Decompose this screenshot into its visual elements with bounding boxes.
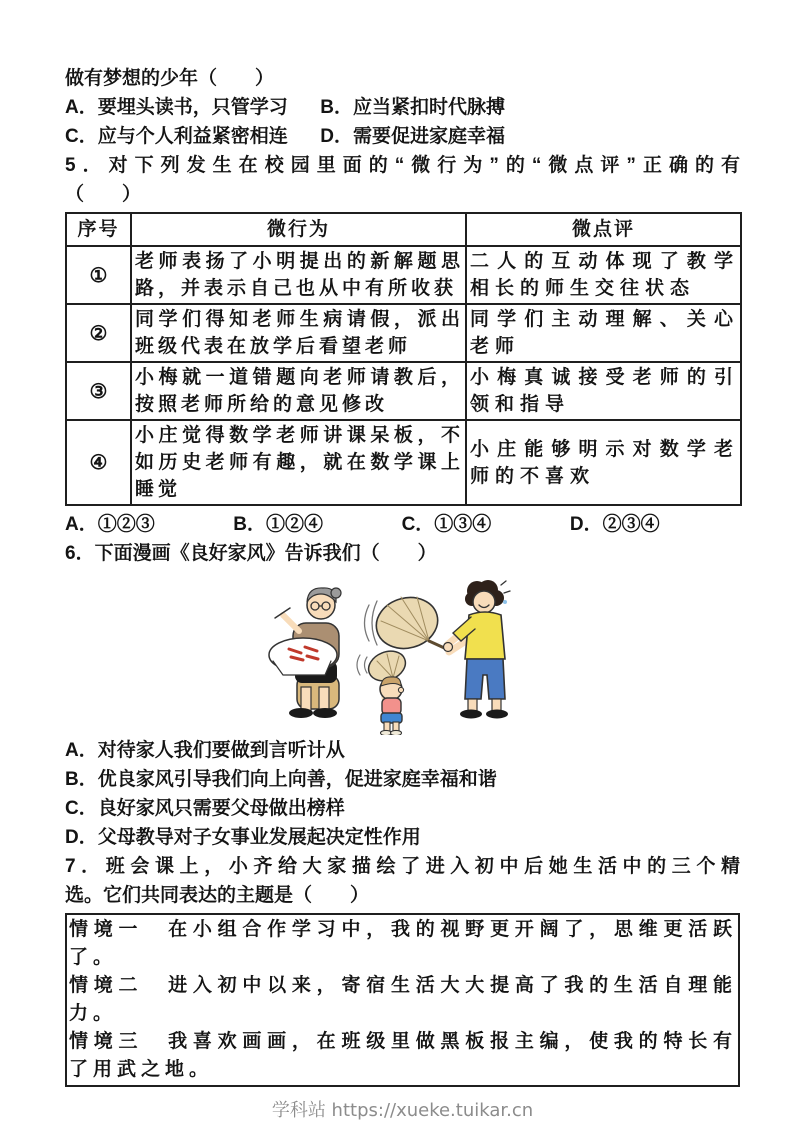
q6-option-a: A．对待家人我们要做到言听计从	[65, 740, 345, 761]
q5-table-header	[66, 213, 741, 246]
palm-fan-icon	[371, 591, 451, 655]
newspaper-icon	[269, 638, 337, 675]
child-figure	[357, 646, 410, 735]
scenario-2: 情境二 进入初中以来，寄宿生活大大提高了我的生活自理能力。	[69, 975, 737, 1024]
question-4-block	[65, 64, 740, 151]
q7-stem-line2: 选。它们共同表达的主题是（ ）	[65, 885, 370, 906]
q4-options-row-cd	[65, 122, 740, 151]
q4-option-c: C．应与个人利益紧密相连	[65, 126, 288, 147]
site-watermark: 学科站 https://xueke.tuikar.cn	[271, 1100, 534, 1121]
cartoon-image	[245, 571, 545, 735]
table-row	[66, 246, 741, 304]
q6-option-c: C．良好家风只需要父母做出榜样	[65, 798, 345, 819]
row1-no: ①	[66, 246, 131, 304]
row3-behavior: 小梅就一道错题向老师请教后，按照老师所给的意见修改	[131, 362, 466, 420]
row3-comment: 小梅真诚接受老师的引领和指导	[466, 362, 741, 420]
table-row	[66, 362, 741, 420]
row2-behavior: 同学们得知老师生病请假，派出班级代表在放学后看望老师	[131, 304, 466, 362]
grandmother-figure	[269, 588, 341, 718]
q4-stem: 做有梦想的少年（ ）	[65, 68, 275, 89]
table-header-row	[66, 213, 741, 246]
table-row	[66, 420, 741, 505]
row2-comment: 同学们主动理解、关心老师	[466, 304, 741, 362]
q6-option-d: D．父母教导对子女事业发展起决定性作用	[65, 827, 421, 848]
q4-option-a: A．要埋头读书，只管学习	[65, 97, 288, 118]
row1-behavior: 老师表扬了小明提出的新解题思路，并表示自己也从中有所收获	[131, 246, 466, 304]
q5-option-c: C．①③④	[401, 514, 492, 535]
table-row	[66, 304, 741, 362]
q6-option-b: B．优良家风引导我们向上向善，促进家庭幸福和谐	[65, 769, 497, 790]
q7-stem-line1: 7．班会课上，小齐给大家描绘了进入初中后她生活中的三个精	[65, 856, 740, 877]
question-5-block	[65, 151, 740, 539]
q5-stem-line1: 5．对下列发生在校园里面的“微行为”的“微点评”正确的有	[65, 155, 740, 176]
q4-option-d: D．需要促进家庭幸福	[320, 126, 506, 147]
q5-option-d: D．②③④	[569, 514, 660, 535]
q6-stem: 6．下面漫画《良好家风》告诉我们（ ）	[65, 543, 437, 564]
q4-option-b: B．应当紧扣时代脉搏	[320, 97, 506, 118]
scenario-3: 情境三 我喜欢画画，在班级里做黑板报主编，使我的特长有了用武之地。	[69, 1031, 737, 1080]
good-family-tradition-cartoon	[245, 571, 545, 735]
row1-comment: 二人的互动体现了教学相长的师生交往状态	[466, 246, 741, 304]
q5-answer-options-row	[65, 510, 740, 539]
row4-no: ④	[66, 420, 131, 505]
col-header-no: 序号	[66, 213, 131, 246]
row4-behavior: 小庄觉得数学老师讲课呆板，不如历史老师有趣，就在数学课上睡觉	[131, 420, 466, 505]
q5-option-a: A．①②③	[65, 514, 155, 535]
q5-micro-behavior-table	[65, 212, 742, 506]
row2-no: ②	[66, 304, 131, 362]
q7-scenario-box	[65, 913, 740, 1087]
col-header-behavior: 微行为	[131, 213, 466, 246]
question-6-block	[65, 539, 740, 852]
question-7-block	[65, 852, 740, 1087]
col-header-comment: 微点评	[466, 213, 741, 246]
q5-stem-line2: （ ）	[65, 184, 142, 205]
row3-no: ③	[66, 362, 131, 420]
q5-option-b: B．①②④	[233, 514, 324, 535]
row4-comment: 小庄能够明示对数学老师的不喜欢	[466, 420, 741, 505]
scenario-1: 情境一 在小组合作学习中，我的视野更开阔了，思维更活跃了。	[69, 919, 737, 968]
q4-options-row-ab	[65, 93, 740, 122]
